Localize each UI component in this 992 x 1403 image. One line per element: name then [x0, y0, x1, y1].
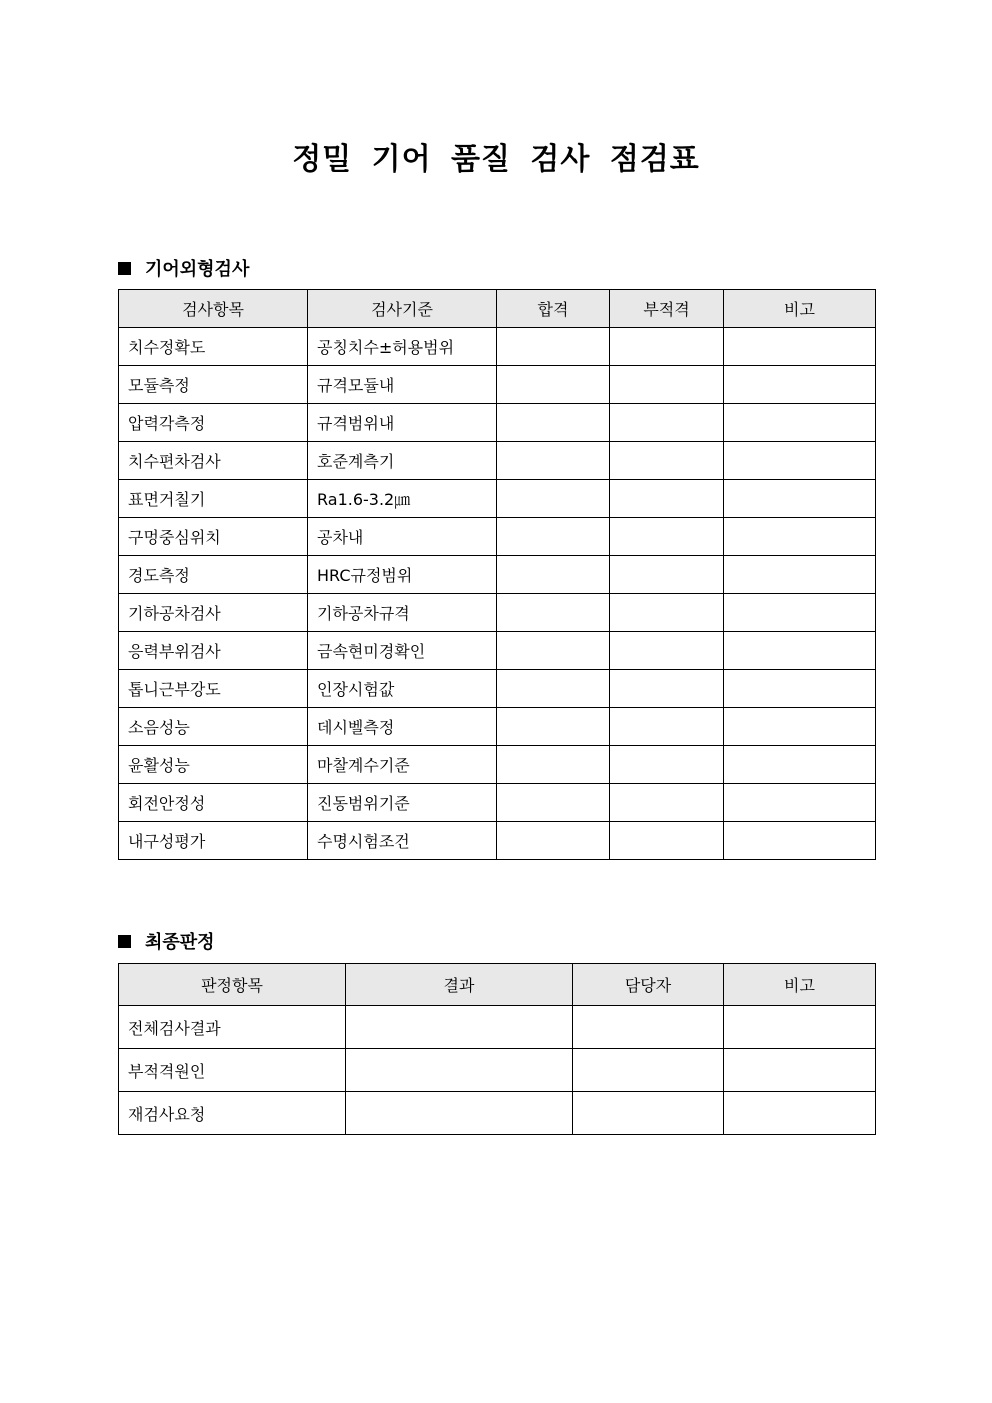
column-header-criteria: 검사기준: [308, 290, 497, 328]
pass-check-cell[interactable]: [497, 328, 610, 366]
manager-cell[interactable]: [573, 1092, 724, 1135]
inspection-item-cell: 모듈측정: [119, 366, 308, 404]
inspection-item-cell: 구멍중심위치: [119, 518, 308, 556]
inspection-item-cell: 톱니근부강도: [119, 670, 308, 708]
section-heading-gear-exterior: [118, 255, 249, 281]
note-cell[interactable]: [724, 328, 876, 366]
pass-check-cell[interactable]: [497, 366, 610, 404]
criteria-cell: 규격범위내: [308, 404, 497, 442]
note-cell[interactable]: [724, 518, 876, 556]
table-row: [119, 518, 876, 556]
criteria-cell: 마찰계수기준: [308, 746, 497, 784]
pass-check-cell[interactable]: [497, 632, 610, 670]
pass-check-cell[interactable]: [497, 518, 610, 556]
note-cell[interactable]: [724, 1049, 876, 1092]
table-row: [119, 632, 876, 670]
inspection-item-cell: 치수정확도: [119, 328, 308, 366]
pass-check-cell[interactable]: [497, 822, 610, 860]
inspection-item-cell: 치수편차검사: [119, 442, 308, 480]
inspection-item-cell: 압력각측정: [119, 404, 308, 442]
column-header-judgement-item: 판정항목: [119, 964, 346, 1006]
square-bullet-icon: [118, 935, 131, 948]
fail-check-cell[interactable]: [610, 784, 724, 822]
fail-check-cell[interactable]: [610, 518, 724, 556]
table-header-row: [119, 964, 876, 1006]
note-cell[interactable]: [724, 480, 876, 518]
inspection-item-cell: 경도측정: [119, 556, 308, 594]
inspection-item-cell: 소음성능: [119, 708, 308, 746]
pass-check-cell[interactable]: [497, 556, 610, 594]
column-header-fail: 부적격: [610, 290, 724, 328]
note-cell[interactable]: [724, 784, 876, 822]
criteria-cell: 공칭치수±허용범위: [308, 328, 497, 366]
column-header-manager: 담당자: [573, 964, 724, 1006]
inspection-item-cell: 내구성평가: [119, 822, 308, 860]
criteria-cell: 호준계측기: [308, 442, 497, 480]
table-row: [119, 404, 876, 442]
fail-check-cell[interactable]: [610, 632, 724, 670]
fail-check-cell[interactable]: [610, 594, 724, 632]
column-header-item: 검사항목: [119, 290, 308, 328]
result-cell[interactable]: [346, 1049, 573, 1092]
pass-check-cell[interactable]: [497, 670, 610, 708]
criteria-cell: 공차내: [308, 518, 497, 556]
fail-check-cell[interactable]: [610, 708, 724, 746]
fail-check-cell[interactable]: [610, 442, 724, 480]
table-row: [119, 442, 876, 480]
table-row: [119, 784, 876, 822]
column-header-result: 결과: [346, 964, 573, 1006]
criteria-cell: 수명시험조건: [308, 822, 497, 860]
section-heading-label: 최종판정: [145, 932, 215, 953]
column-header-note: 비고: [724, 290, 876, 328]
table-row: [119, 328, 876, 366]
column-header-note: 비고: [724, 964, 876, 1006]
fail-check-cell[interactable]: [610, 404, 724, 442]
result-cell[interactable]: [346, 1092, 573, 1135]
inspection-item-cell: 기하공차검사: [119, 594, 308, 632]
section-heading-final-judgement: [118, 928, 215, 954]
note-cell[interactable]: [724, 442, 876, 480]
note-cell[interactable]: [724, 1092, 876, 1135]
note-cell[interactable]: [724, 1006, 876, 1049]
note-cell[interactable]: [724, 556, 876, 594]
note-cell[interactable]: [724, 822, 876, 860]
fail-check-cell[interactable]: [610, 670, 724, 708]
pass-check-cell[interactable]: [497, 442, 610, 480]
gear-exterior-inspection-table: [118, 289, 876, 860]
criteria-cell: 금속현미경확인: [308, 632, 497, 670]
pass-check-cell[interactable]: [497, 746, 610, 784]
table-row: [119, 366, 876, 404]
criteria-cell: 규격모듈내: [308, 366, 497, 404]
criteria-cell: HRC규정범위: [308, 556, 497, 594]
table-row: [119, 746, 876, 784]
pass-check-cell[interactable]: [497, 708, 610, 746]
pass-check-cell[interactable]: [497, 404, 610, 442]
table-row: [119, 594, 876, 632]
judgement-item-cell: 재검사요청: [119, 1092, 346, 1135]
square-bullet-icon: [118, 262, 131, 275]
table-row: [119, 1006, 876, 1049]
fail-check-cell[interactable]: [610, 746, 724, 784]
table-header-row: [119, 290, 876, 328]
fail-check-cell[interactable]: [610, 822, 724, 860]
note-cell[interactable]: [724, 746, 876, 784]
inspection-item-cell: 윤활성능: [119, 746, 308, 784]
table-row: [119, 1092, 876, 1135]
manager-cell[interactable]: [573, 1006, 724, 1049]
table-row: [119, 670, 876, 708]
criteria-cell: 인장시험값: [308, 670, 497, 708]
criteria-cell: 진동범위기준: [308, 784, 497, 822]
note-cell[interactable]: [724, 632, 876, 670]
inspection-item-cell: 응력부위검사: [119, 632, 308, 670]
table-row: [119, 556, 876, 594]
document-title: 정밀 기어 품질 검사 점검표: [292, 142, 700, 177]
table-row: [119, 1049, 876, 1092]
fail-check-cell[interactable]: [610, 556, 724, 594]
judgement-item-cell: 전체검사결과: [119, 1006, 346, 1049]
fail-check-cell[interactable]: [610, 328, 724, 366]
criteria-cell: 데시벨측정: [308, 708, 497, 746]
criteria-cell: 기하공차규격: [308, 594, 497, 632]
table-row: [119, 822, 876, 860]
inspection-item-cell: 표면거칠기: [119, 480, 308, 518]
note-cell[interactable]: [724, 708, 876, 746]
table-row: [119, 708, 876, 746]
table-row: [119, 480, 876, 518]
section-heading-label: 기어외형검사: [145, 259, 250, 280]
fail-check-cell[interactable]: [610, 480, 724, 518]
note-cell[interactable]: [724, 670, 876, 708]
manager-cell[interactable]: [573, 1049, 724, 1092]
pass-check-cell[interactable]: [497, 594, 610, 632]
note-cell[interactable]: [724, 404, 876, 442]
judgement-item-cell: 부적격원인: [119, 1049, 346, 1092]
note-cell[interactable]: [724, 366, 876, 404]
column-header-pass: 합격: [497, 290, 610, 328]
inspection-item-cell: 회전안정성: [119, 784, 308, 822]
note-cell[interactable]: [724, 594, 876, 632]
result-cell[interactable]: [346, 1006, 573, 1049]
fail-check-cell[interactable]: [610, 366, 724, 404]
pass-check-cell[interactable]: [497, 480, 610, 518]
criteria-cell: Ra1.6-3.2㎛: [308, 480, 497, 518]
pass-check-cell[interactable]: [497, 784, 610, 822]
final-judgement-table: [118, 963, 876, 1135]
